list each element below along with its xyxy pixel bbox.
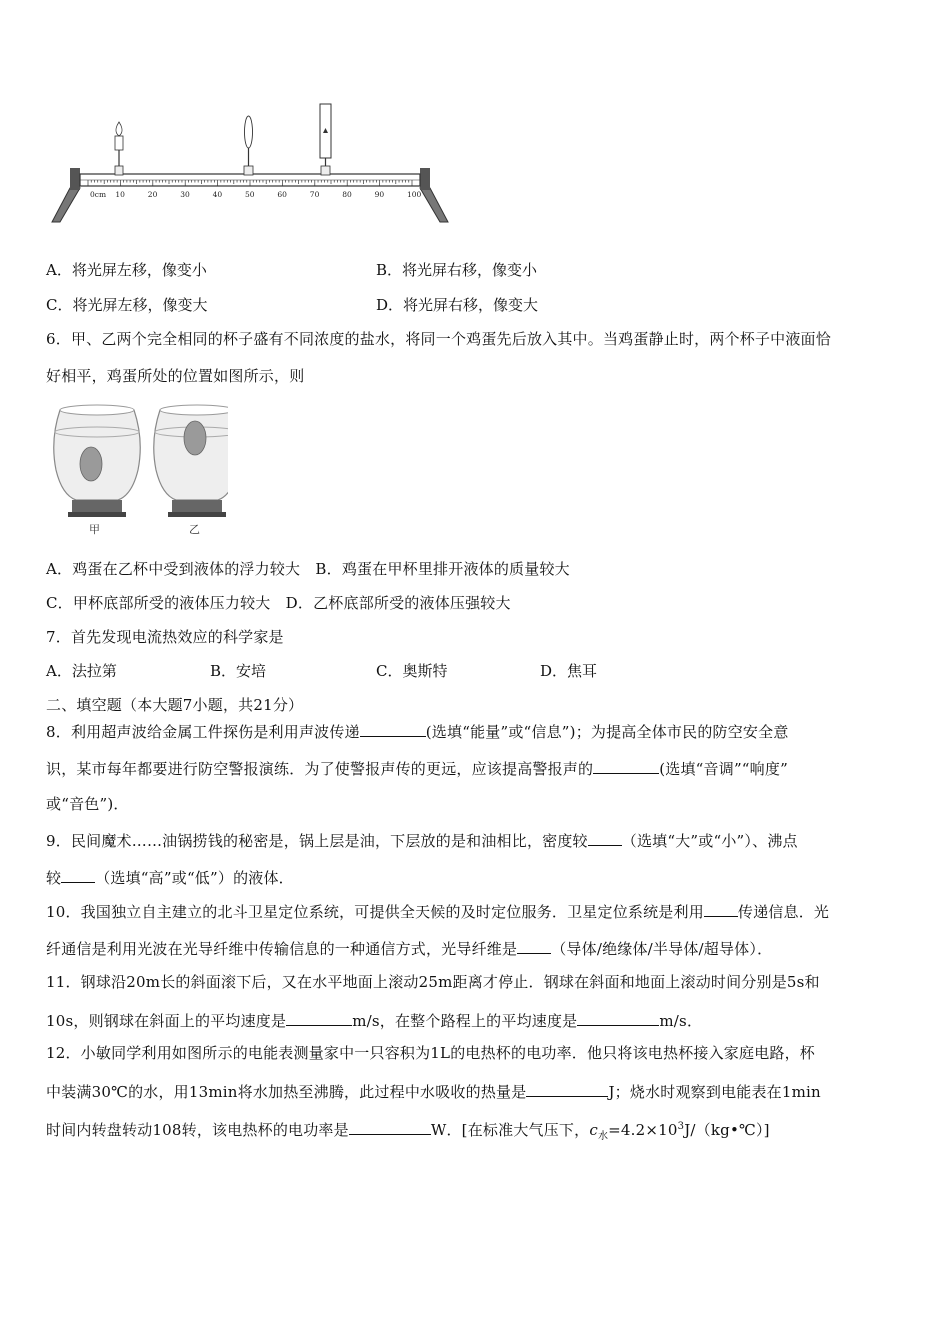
ruler-label: 90 — [374, 190, 385, 199]
q11-l2c: m/s． — [659, 1012, 703, 1030]
cup-yi — [154, 405, 228, 536]
ruler-label: 20 — [147, 190, 158, 199]
q5-option-c: C．将光屏左移，像变大 — [46, 296, 208, 314]
q10-line2 — [46, 937, 772, 959]
q12-l3e: =4.2×10 — [608, 1121, 678, 1139]
q12-c-symbol: c — [589, 1121, 598, 1139]
q12-blank-2[interactable] — [349, 1118, 431, 1135]
q12-line1: 12．小敏同学利用如图所示的电能表测量家中一只容积为1L的电热杯的电功率．他只将该电热杯接入家庭电路，杯 — [46, 1044, 815, 1062]
q12-blank-1[interactable] — [526, 1080, 608, 1097]
cup-jia — [54, 405, 141, 536]
q12-exponent: 3 — [677, 1121, 685, 1132]
q12-l3b: W．[在标准大气压下， — [430, 1121, 590, 1139]
q12-l2a: 中装满30℃的水，用13min将水加热至沸腾，此过程中水吸收的热量是 — [46, 1083, 527, 1101]
q9-blank-1[interactable] — [588, 829, 622, 846]
q12-l3a: 时间内转盘转动108转，该电热杯的电功率是 — [46, 1121, 349, 1139]
q7-option-d: D．焦耳 — [540, 662, 598, 680]
q5-option-b: B．将光屏右移，像变小 — [376, 261, 538, 279]
q9-l1a: 9．民间魔术……油锅捞钱的秘密是，锅上层是油，下层放的是和油相比，密度较 — [46, 832, 588, 850]
q9-line1 — [46, 829, 798, 851]
ruler-label: 10 — [115, 190, 125, 199]
q12-line3 — [46, 1117, 770, 1147]
q8-l1b: (选填“能量”或“信息”)；为提高全体市民的防空安全意 — [425, 723, 789, 741]
ruler-label: 30 — [180, 190, 190, 199]
q6-options-line1: A．鸡蛋在乙杯中受到液体的浮力较大 B．鸡蛋在甲杯里排开液体的质量较大 — [46, 560, 570, 578]
cup-label-jia: 甲 — [89, 523, 100, 536]
ruler-label: 60 — [277, 190, 287, 199]
q12-line2 — [46, 1080, 821, 1102]
q8-line1 — [46, 720, 789, 742]
q8-blank-2[interactable] — [593, 757, 659, 774]
q7-option-b: B．安培 — [210, 662, 267, 680]
q9-blank-2[interactable] — [61, 866, 95, 883]
q10-l1a: 10．我国独立自主建立的北斗卫星定位系统，可提供全天候的及时定位服务．卫星定位系统是利用 — [46, 903, 704, 921]
q8-blank-1[interactable] — [360, 720, 426, 737]
ruler-label: 0cm — [90, 190, 107, 199]
q11-l2b: m/s，在整个路程上的平均速度是 — [352, 1012, 578, 1030]
q5-option-d: D．将光屏右移，像变大 — [376, 296, 539, 314]
q8-l1a: 8．利用超声波给金属工件探伤是利用声波传递 — [46, 723, 360, 741]
q10-line1 — [46, 900, 829, 922]
egg-cups-figure — [48, 400, 228, 540]
q11-blank-1[interactable] — [286, 1009, 352, 1026]
ruler-label: 70 — [309, 190, 320, 199]
q9-l2b: （选填“高”或“低”）的液体． — [95, 869, 294, 887]
q11-line1: 11．钢球沿20m长的斜面滚下后，又在水平地面上滚动25m距离才停止．钢球在斜面和地面上滚动时间分别是5s和 — [46, 973, 820, 991]
q6-options-line2: C．甲杯底部所受的液体压力较大 D．乙杯底部所受的液体压强较大 — [46, 594, 511, 612]
q10-blank-1[interactable] — [704, 900, 738, 917]
q10-l2b: （导体/绝缘体/半导体/超导体）． — [551, 940, 773, 958]
q12-c-subscript: 水 — [597, 1131, 609, 1142]
q7-option-c: C．奥斯特 — [376, 662, 448, 680]
ruler-label: 50 — [245, 190, 255, 199]
q5-option-a: A．将光屏左移，像变小 — [46, 261, 207, 279]
optical-bench-figure — [50, 100, 450, 230]
q10-blank-2[interactable] — [517, 937, 551, 954]
q12-l3g: J/（kg•℃）] — [684, 1121, 770, 1139]
q8-line2 — [46, 757, 788, 779]
section-title: 二、填空题（本大题7小题，共21分） — [46, 696, 304, 714]
q12-l2b: J；烧水时观察到电能表在1min — [608, 1083, 821, 1101]
q6-stem-line2: 好相平，鸡蛋所处的位置如图所示，则 — [46, 367, 305, 385]
q8-l2b: (选填“音调”“响度” — [659, 760, 788, 778]
q8-l2a: 识，某市每年都要进行防空警报演练．为了使警报声传的更远，应该提高警报声的 — [46, 760, 594, 778]
q9-l1b: （选填“大”或“小”）、沸点 — [621, 832, 798, 850]
ruler-label: 40 — [212, 190, 223, 199]
q9-line2 — [46, 866, 294, 888]
q11-blank-2[interactable] — [577, 1009, 659, 1026]
q7-option-a: A．法拉第 — [46, 662, 117, 680]
q11-l2a: 10s，则钢球在斜面上的平均速度是 — [46, 1012, 287, 1030]
cup-label-yi: 乙 — [189, 523, 200, 536]
q6-stem-line1: 6．甲、乙两个完全相同的杯子盛有不同浓度的盐水，将同一个鸡蛋先后放入其中。当鸡蛋静止时，两个杯子中液面恰 — [46, 330, 831, 348]
q9-l2a: 较 — [46, 869, 62, 887]
ruler-label: 80 — [342, 190, 352, 199]
ruler-label: 100 — [407, 190, 422, 199]
q10-l2a: 纤通信是利用光波在光导纤维中传输信息的一种通信方式，光导纤维是 — [46, 940, 518, 958]
q8-line3: 或“音色”)． — [46, 795, 129, 813]
q11-line2 — [46, 1009, 702, 1031]
q7-stem: 7．首先发现电流热效应的科学家是 — [46, 628, 284, 646]
q10-l1b: 传递信息．光 — [737, 903, 830, 921]
